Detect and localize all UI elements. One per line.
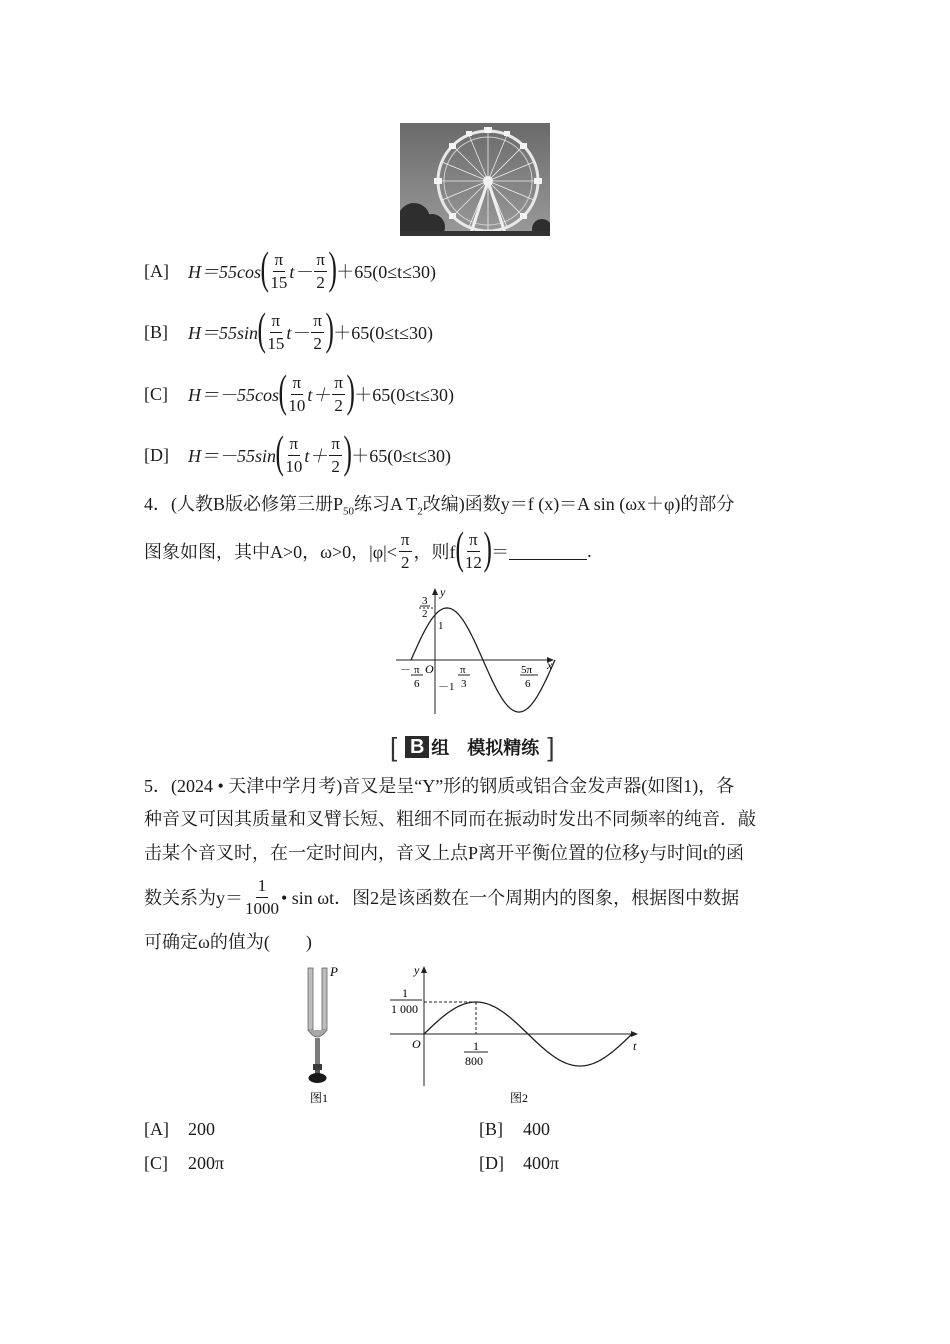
option-label: [D] [144,444,169,465]
question-text: • sin ωt．图2是该函数在一个周期内的图象，根据图中数据 [281,888,740,908]
option-label: [C] [144,1152,168,1173]
origin-label: O [412,1037,421,1051]
q5-option-b[interactable] [479,1114,550,1144]
y-tick-one: 1 [438,620,444,632]
option-formula-tail: ＋65(0≤t≤30) [333,323,434,343]
fork-prong-left [308,968,313,1030]
figure-1-tuning-fork [296,964,348,1112]
y-tick-num: 1 [402,986,408,1000]
fraction [311,310,324,355]
fraction-denominator: 2 [400,552,410,572]
q5-option-c[interactable] [144,1148,224,1178]
option-value: 200 [188,1118,215,1139]
x-tick-neg-num: π [414,664,420,676]
option-formula-head: H＝－55cos [188,385,279,405]
t-axis-arrow-icon [631,1031,638,1037]
fraction-numerator: π [399,529,412,552]
origin-label: O [425,662,434,676]
fraction [285,433,302,478]
fraction-numerator: π [467,529,480,552]
fraction-denominator: 15 [267,333,285,353]
option-formula-mid: t－ [289,262,313,282]
fraction-denominator: 12 [464,552,482,572]
point-p-label: P [330,964,338,979]
paren-left: ( [454,522,464,573]
fraction-numerator: π [273,249,286,272]
fraction [399,529,412,574]
x-tick-end-den: 6 [525,678,531,690]
option-b[interactable] [144,303,434,357]
question-5-line-2: 种音叉可因其质量和叉臂长短、粗细不同而在振动时发出不同频率的纯音．敲 [144,809,756,829]
figure-2-caption: 图2 [510,1091,529,1105]
paren-left: ( [278,365,287,416]
question-text: ，则f [413,542,456,562]
question-5-line-4 [144,874,739,920]
fraction [245,875,279,920]
fraction-numerator: π [311,310,324,333]
x-tick-neg-sign: － [400,664,411,676]
option-label: [B] [479,1118,503,1139]
ferris-wheel-image [400,123,550,236]
fraction-numerator: π [332,372,345,395]
option-d[interactable] [144,426,452,480]
fraction [465,529,482,574]
t-axis-label: t [633,1039,637,1053]
option-formula-head: H＝55cos [188,262,261,282]
fraction-denominator: 2 [313,333,322,353]
y-axis-label: y [414,963,420,977]
option-c[interactable] [144,365,455,419]
paren-right: ) [328,242,337,293]
fraction [329,433,342,478]
option-value: 400 [523,1118,550,1139]
option-label: [A] [144,260,169,281]
x-tick-neg-den: 6 [414,678,420,690]
fraction-numerator: 1 [256,875,269,898]
question-text: ＝ [491,542,510,562]
x-tick-end-num: 5π [521,664,533,676]
question-source [171,494,465,518]
fraction [314,249,327,294]
paren-right: ) [325,303,334,354]
y-axis-arrow-icon [432,588,438,595]
y-tick-den: 1 000 [391,1002,418,1016]
fraction [270,249,287,294]
option-formula-head: H＝－55sin [188,446,277,466]
fraction-denominator: 1000 [245,898,279,918]
question-text: 数关系为y＝ [144,888,243,908]
question-text: . [587,540,592,561]
option-formula-tail: ＋65(0≤t≤30) [351,446,452,466]
ferris-wheel-photo [400,123,550,236]
question-5-line-3: 击某个音叉时，在一定时间内，音叉上点P离开平衡位置的位移y与时间t的函 [144,843,745,863]
x-tick-mid-den: 3 [461,678,467,690]
fraction [332,372,345,417]
paren-right: ) [343,426,352,477]
question-text: 函数y＝f (x)＝A sin (ωx＋φ)的部分 [464,494,735,514]
option-value: 200π [188,1152,225,1173]
fork-stem [315,1038,320,1068]
paren-left: ( [257,303,266,354]
source-subscript: 50 [343,505,355,518]
question-5-line-1: 5．(2024 • 天津中学月考)音叉是呈“Y”形的钢质或铝合金发声器(如图1)，各 [144,776,735,796]
section-badge: B [405,736,429,758]
section-bracket-right: ] [547,731,555,762]
fraction-numerator: π [270,310,283,333]
answer-blank[interactable] [509,543,587,560]
fraction-denominator: 10 [288,395,306,415]
y-axis-arrow-icon [421,966,427,973]
figure-1-caption: 图1 [310,1091,329,1105]
fraction-numerator: π [329,433,342,456]
paren-left: ( [275,426,284,477]
fraction-denominator: 2 [331,456,340,476]
source-text: (人教B版必修第三册P [171,494,344,514]
figure-2-sine-graph [384,962,646,1110]
fork-base [308,1030,327,1037]
option-label: [D] [479,1152,504,1173]
option-formula-tail: ＋65(0≤t≤30) [336,262,437,282]
y-tick-two: 2 [422,608,428,620]
fraction-denominator: 2 [316,272,325,292]
option-formula-head: H＝55sin [188,323,259,343]
source-text: 改编) [422,494,465,514]
question-4-line-1 [144,484,806,532]
fork-foot [309,1073,327,1083]
y-tick-neg-one: －1 [438,681,455,693]
section-bracket-left: [ [390,731,398,762]
option-a[interactable] [144,242,437,296]
fraction [288,372,305,417]
source-subscript: 2 [417,505,423,518]
option-formula-mid: t＋ [307,385,331,405]
fraction-numerator: π [288,433,301,456]
paren-right: ) [483,522,492,573]
question-5-line-5: 可确定ω的值为( ) [144,932,312,952]
x-axis-label: x [547,658,553,672]
y-tick-three: 3 [422,595,428,607]
option-formula-tail: ＋65(0≤t≤30) [354,385,455,405]
question-number: 4． [144,494,171,514]
option-label: [A] [144,1118,169,1139]
fraction-denominator: 10 [285,456,303,476]
tuning-fork-image [296,964,348,1112]
x-tick-mid-num: π [460,664,466,676]
source-text: 练习A T [354,494,418,514]
option-label: [B] [144,321,168,342]
fraction-denominator: 2 [334,395,343,415]
option-value: 400π [523,1152,560,1173]
fraction [267,310,284,355]
section-title: 组 模拟精练 [431,738,540,758]
q4-graph-svg [392,584,562,720]
section-header-b [390,731,562,763]
fraction-numerator: π [291,372,304,395]
option-formula-mid: t－ [286,323,310,343]
y-axis-label: y [440,585,446,599]
paren-left: ( [260,242,269,293]
question-4-line-2 [144,522,592,574]
q5-option-d[interactable] [479,1148,559,1178]
q4-sine-graph [392,584,562,720]
fraction-numerator: π [314,249,327,272]
question-text: 图象如图，其中A>0，ω>0，|φ|< [144,542,397,562]
fraction-denominator: 15 [270,272,288,292]
paren-right: ) [346,365,355,416]
figure-2-svg [384,962,646,1110]
option-formula-mid: t＋ [304,446,328,466]
t-tick-num: 1 [473,1039,479,1053]
fork-prong-right [322,968,327,1030]
t-tick-den: 800 [465,1054,483,1068]
option-label: [C] [144,383,168,404]
fork-handle-ring [313,1064,322,1070]
q5-option-a[interactable] [144,1114,215,1144]
